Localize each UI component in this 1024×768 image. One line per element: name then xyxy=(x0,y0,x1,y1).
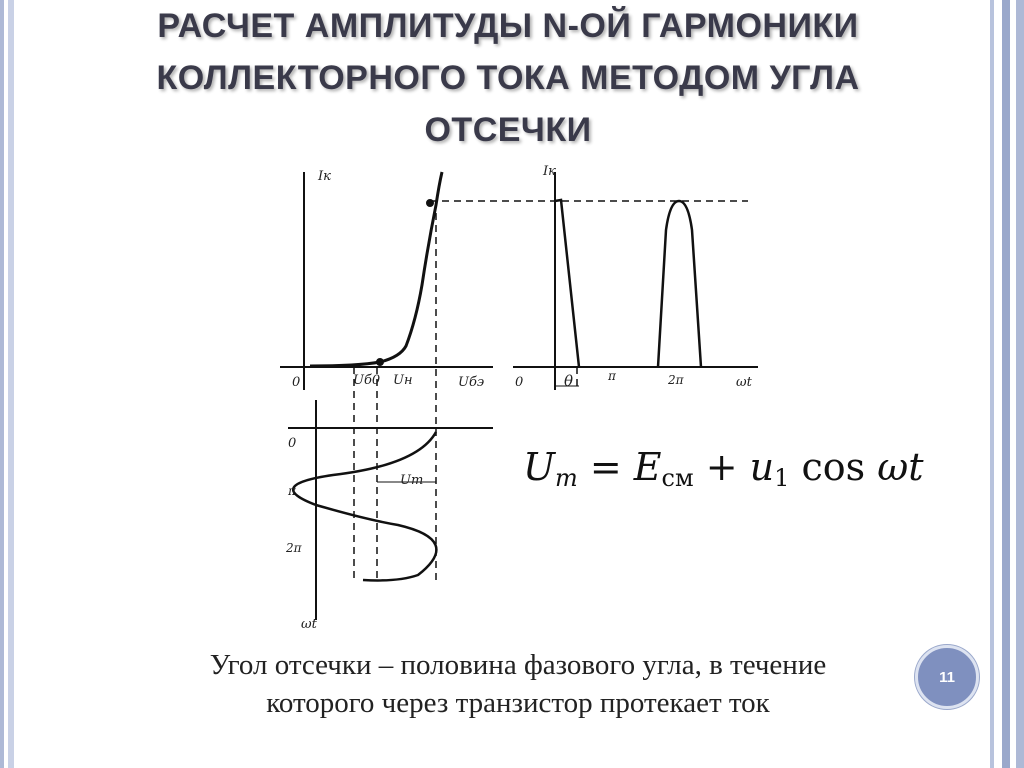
current-pulse-2 xyxy=(658,201,701,367)
formula-e-var: E xyxy=(633,445,662,489)
transfer-curve xyxy=(310,172,442,366)
caption xyxy=(118,646,918,722)
right-border-decoration xyxy=(984,0,1024,768)
label-u-m: Um xyxy=(400,473,424,488)
page-number-badge: 11 xyxy=(915,645,979,709)
formula-cos: cos xyxy=(789,445,878,489)
caption-line-2: которого через транзистор протекает ток xyxy=(266,687,770,719)
formula xyxy=(523,445,924,492)
label-wt-right: ωt xyxy=(736,375,752,390)
left-border-decoration xyxy=(0,0,14,768)
label-u-b0: Uб0 xyxy=(353,373,381,388)
title-line-3: ОТСЕЧКИ xyxy=(424,111,592,149)
label-theta: θ xyxy=(564,372,574,390)
title-line-1: РАСЧЕТ АМПЛИТУДЫ N-ОЙ ГАРМОНИКИ xyxy=(157,7,859,45)
label-two-pi-bottom: 2π xyxy=(286,541,302,555)
label-pi-bottom: π xyxy=(288,484,296,498)
formula-e-sub: см xyxy=(661,464,694,492)
slide xyxy=(18,0,980,768)
formula-omega-t: ωt xyxy=(877,445,924,489)
label-u-bs: Uбэ xyxy=(458,375,485,390)
formula-u-sub: 1 xyxy=(774,464,790,492)
label-zero-left: 0 xyxy=(292,375,301,390)
label-wt-bottom: ωt xyxy=(301,617,317,632)
label-zero-bottom: 0 xyxy=(288,436,297,451)
label-u-n: Uн xyxy=(393,373,413,388)
caption-line-1: Угол отсечки – половина фазового угла, в течение xyxy=(209,649,827,681)
label-ik-right: Iк xyxy=(543,164,556,179)
formula-u-var: u xyxy=(749,445,775,489)
formula-lhs-sub: m xyxy=(555,464,578,492)
formula-equals: = xyxy=(577,445,634,489)
formula-lhs-var: U xyxy=(523,445,556,489)
formula-plus: + xyxy=(693,445,750,489)
point-ub0 xyxy=(377,359,383,365)
current-pulse-1 xyxy=(555,200,579,367)
label-pi-right: π xyxy=(608,369,616,383)
label-two-pi-right: 2π xyxy=(668,373,684,387)
title-line-2: КОЛЛЕКТОРНОГО ТОКА МЕТОДОМ УГЛА xyxy=(156,59,860,97)
label-ik-left: Iк xyxy=(318,169,331,184)
input-sinusoid xyxy=(293,432,436,580)
label-zero-right: 0 xyxy=(515,375,524,390)
